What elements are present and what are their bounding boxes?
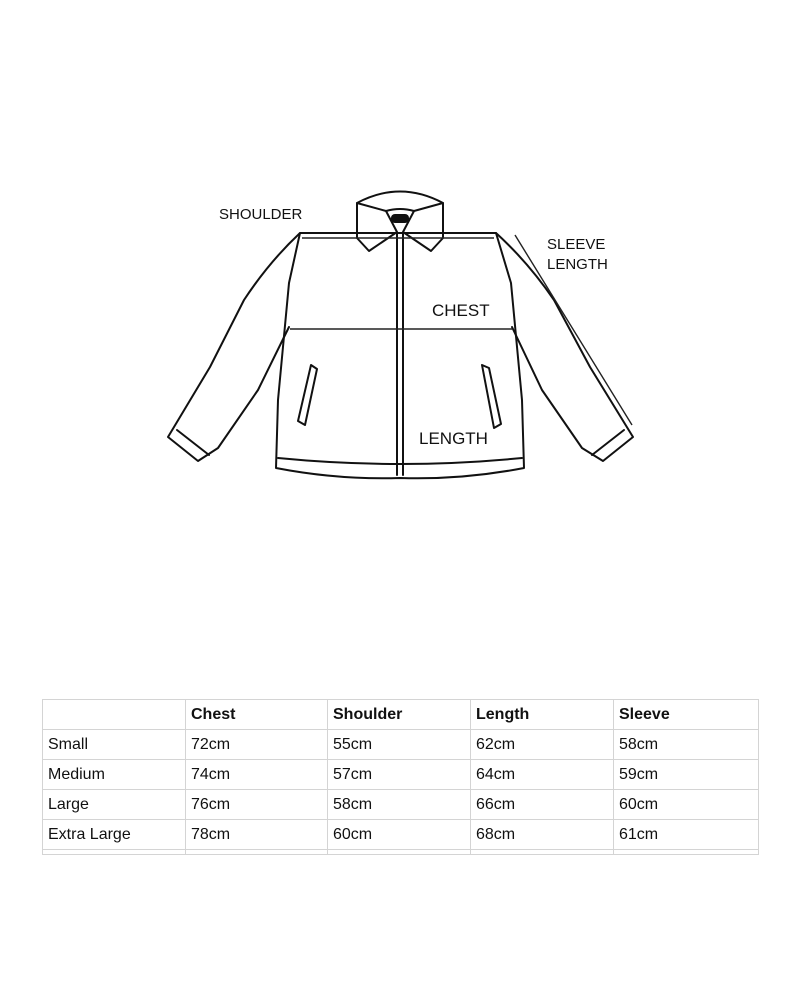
collar-back [357, 192, 443, 204]
right-cuff [592, 430, 624, 455]
left-pocket [298, 365, 317, 425]
right-pocket [482, 365, 501, 428]
hem-line [278, 458, 522, 464]
table-cell: 68cm [471, 820, 614, 850]
table-cell: 60cm [328, 820, 471, 850]
sleeve-length-label-line2: LENGTH [547, 256, 608, 273]
header-cell-sleeve: Sleeve [614, 700, 759, 730]
table-cell: 76cm [186, 790, 328, 820]
table-cell: 58cm [328, 790, 471, 820]
table-row [43, 820, 759, 850]
size-name-cell: Medium [43, 760, 186, 790]
length-label: LENGTH [419, 429, 488, 448]
table-cell: 61cm [614, 820, 759, 850]
table-cell: 78cm [186, 820, 328, 850]
left-cuff [177, 430, 209, 455]
table-cell: 59cm [614, 760, 759, 790]
table-footer-row [43, 850, 759, 855]
table-cell: 55cm [328, 730, 471, 760]
table-cell: 74cm [186, 760, 328, 790]
table-cell: 60cm [614, 790, 759, 820]
table-cell: 58cm [614, 730, 759, 760]
header-cell [43, 700, 186, 730]
size-name-cell: Large [43, 790, 186, 820]
collar-stand [386, 209, 414, 211]
header-cell-shoulder: Shoulder [328, 700, 471, 730]
table-row [43, 790, 759, 820]
table-row [43, 760, 759, 790]
zipper-pull-icon [391, 214, 409, 223]
size-name-cell: Extra Large [43, 820, 186, 850]
sleeve-length-label-line1: SLEEVE [547, 236, 606, 253]
table-cell: 72cm [186, 730, 328, 760]
table-row [43, 730, 759, 760]
zipper [397, 233, 403, 475]
left-sleeve [168, 233, 300, 461]
table-cell: 64cm [471, 760, 614, 790]
table-header-row [43, 700, 759, 730]
header-cell-chest: Chest [186, 700, 328, 730]
size-name-cell: Small [43, 730, 186, 760]
shoulder-label: SHOULDER [219, 206, 303, 223]
table-cell: 62cm [471, 730, 614, 760]
table-cell: 66cm [471, 790, 614, 820]
chest-label: CHEST [432, 301, 490, 320]
table-cell: 57cm [328, 760, 471, 790]
header-cell-length: Length [471, 700, 614, 730]
size-chart-table [42, 699, 759, 855]
